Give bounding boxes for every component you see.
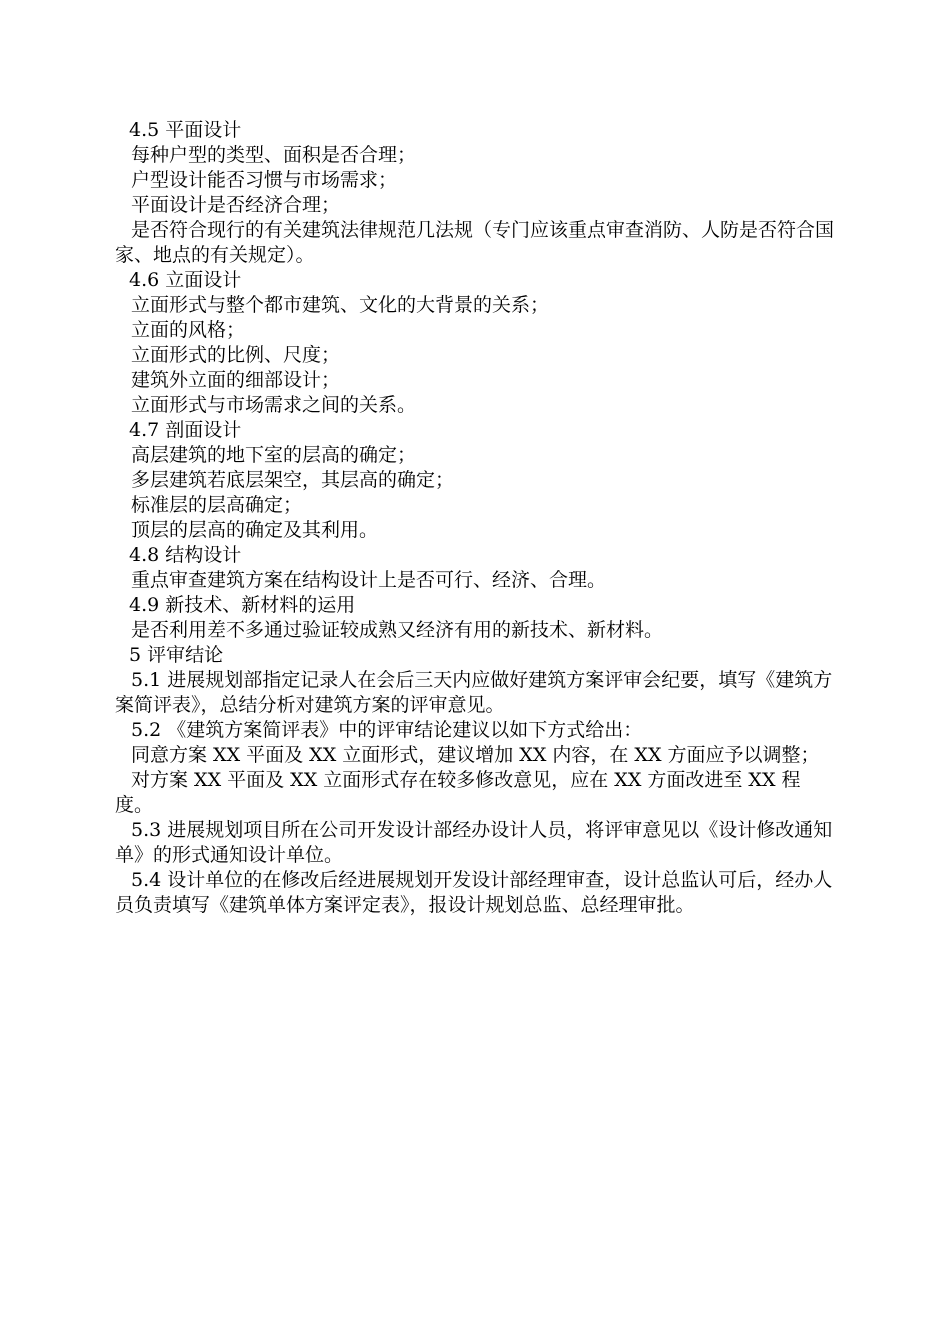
paragraph: 是否符合现行的有关建筑法律规范几法规（专门应该重点审查消防、人防是否符合国家、地点的有关规定）。 xyxy=(115,219,835,266)
list-item: 每种户型的类型、面积是否合理； xyxy=(131,144,417,166)
document-body xyxy=(115,118,835,918)
list-item: 立面形式的比例、尺度； xyxy=(131,344,341,366)
list-item: 平面设计是否经济合理； xyxy=(131,194,341,216)
paragraph: 对方案 XX 平面及 XX 立面形式存在较多修改意见，应在 XX 方面改进至 XX 程度。 xyxy=(115,769,801,816)
list-item: 是否利用差不多通过验证较成熟又经济有用的新技术、新材料。 xyxy=(131,619,664,641)
section-heading-4-8: 4.8 结构设计 xyxy=(129,544,242,566)
list-item: 立面形式与整个都市建筑、文化的大背景的关系； xyxy=(131,294,550,316)
section-heading-4-7: 4.7 剖面设计 xyxy=(129,419,242,441)
list-item: 标准层的层高确定； xyxy=(131,494,303,516)
list-item: 高层建筑的地下室的层高的确定； xyxy=(131,444,417,466)
section-heading-4-6: 4.6 立面设计 xyxy=(129,269,242,291)
paragraph: 同意方案 XX 平面及 XX 立面形式，建议增加 XX 内容，在 XX 方面应予以调整； xyxy=(131,744,820,766)
section-heading-4-9: 4.9 新技术、新材料的运用 xyxy=(129,594,356,616)
section-heading-5: 5 评审结论 xyxy=(129,644,224,666)
list-item: 顶层的层高的确定及其利用。 xyxy=(131,519,379,541)
list-item: 立面形式与市场需求之间的关系。 xyxy=(131,394,417,416)
list-item: 重点审查建筑方案在结构设计上是否可行、经济、合理。 xyxy=(131,569,607,591)
list-item: 多层建筑若底层架空，其层高的确定； xyxy=(131,469,455,491)
list-item: 户型设计能否习惯与市场需求； xyxy=(131,169,398,191)
paragraph-5-4: 5.4 设计单位的在修改后经进展规划开发设计部经理审查，设计总监认可后，经办人员负责填写《建筑单体方案评定表》，报设计规划总监、总经理审批。 xyxy=(115,869,833,916)
section-heading-4-5: 4.5 平面设计 xyxy=(129,119,242,141)
paragraph-5-1: 5.1 进展规划部指定记录人在会后三天内应做好建筑方案评审会纪要，填写《建筑方案简评表》，总结分析对建筑方案的评审意见。 xyxy=(115,669,833,716)
paragraph-5-2: 5.2 《建筑方案简评表》中的评审结论建议以如下方式给出： xyxy=(131,719,643,741)
list-item: 立面的风格； xyxy=(131,319,246,341)
paragraph-5-3: 5.3 进展规划项目所在公司开发设计部经办设计人员，将评审意见以《设计修改通知单》的形式通知设计单位。 xyxy=(115,819,833,866)
list-item: 建筑外立面的细部设计； xyxy=(131,369,341,391)
